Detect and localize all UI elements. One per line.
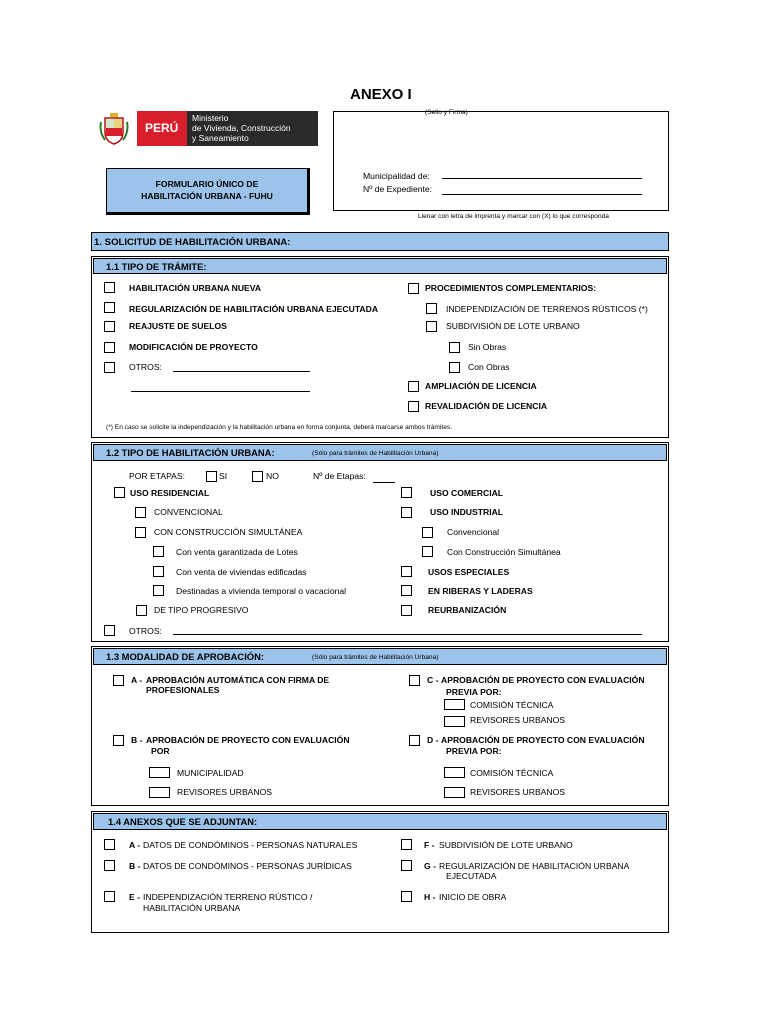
checkbox-anexo-h[interactable] [401, 891, 412, 902]
logo-dark-band [187, 111, 318, 146]
label-b-municipalidad: MUNICIPALIDAD [177, 768, 244, 778]
checkbox-anexo-e[interactable] [104, 891, 115, 902]
section-1-2-title: 1.2 TIPO DE HABILITACIÓN URBANA: [106, 447, 275, 458]
label-modificacion: MODIFICACIÓN DE PROYECTO [129, 342, 258, 352]
label-con-obras: Con Obras [468, 362, 510, 372]
otros-habilitacion-field[interactable] [173, 634, 642, 635]
label-revalidacion: REVALIDACIÓN DE LICENCIA [425, 401, 548, 411]
anexo-a-text: DATOS DE CONDÓMINOS - PERSONAS NATURALES [143, 840, 358, 850]
anexo-e-text-line2: HABILITACIÓN URBANA [143, 903, 241, 913]
checkbox-riberas[interactable] [401, 585, 412, 596]
checkbox-b-revisores[interactable] [149, 787, 170, 798]
label-usos-especiales: USOS ESPECIALES [428, 567, 510, 577]
label-progresivo: DE TIPO PROGRESIVO [154, 605, 249, 615]
modalidad-a-label: A - [131, 675, 143, 685]
label-c-comision: COMISIÓN TÉCNICA [470, 700, 554, 710]
section1-header [91, 232, 669, 251]
checkbox-modalidad-d[interactable] [409, 735, 420, 746]
checkbox-usos-especiales[interactable] [401, 566, 412, 577]
logo-ministry-line3: y Saneamiento [192, 133, 249, 143]
label-independizacion: INDEPENDIZACIÓN DE TERRENOS RÚSTICOS (*) [446, 304, 648, 314]
label-convencional: CONVENCIONAL [154, 507, 223, 517]
municipalidad-field[interactable] [442, 178, 642, 179]
checkbox-ampliacion[interactable] [408, 381, 419, 392]
label-construccion-simultanea: CON CONSTRUCCIÓN SIMULTÁNEA [154, 527, 303, 537]
section-1-1-title: 1.1 TIPO DE TRÁMITE: [106, 261, 207, 272]
checkbox-uso-residencial[interactable] [114, 487, 125, 498]
logo-red-band [137, 111, 187, 146]
checkbox-venta-viviendas[interactable] [153, 566, 164, 577]
label-otros-habilitacion: OTROS: [129, 626, 162, 636]
label-uso-comercial: USO COMERCIAL [430, 488, 504, 498]
label-procedimientos: PROCEDIMIENTOS COMPLEMENTARIOS: [425, 283, 597, 293]
otros-tramite-field-2[interactable] [131, 391, 310, 392]
form-title-line2: HABILITACIÓN URBANA - FUHU [141, 191, 273, 201]
n-etapas-field[interactable] [373, 482, 395, 483]
stamp-box [333, 111, 669, 211]
checkbox-otros-tramite[interactable] [104, 362, 115, 373]
checkbox-reurbanizacion[interactable] [401, 605, 412, 616]
checkbox-regularizacion[interactable] [104, 302, 115, 313]
section-1-1-header [93, 258, 667, 274]
checkbox-uso-industrial[interactable] [401, 507, 412, 518]
checkbox-d-comision[interactable] [444, 767, 465, 778]
anexo-f-label: F - [424, 840, 435, 850]
checkbox-etapas-no[interactable] [252, 471, 263, 482]
logo-ministry-line2: de Vivienda, Construcción [192, 123, 291, 133]
municipalidad-label: Municipalidad de: [363, 171, 430, 181]
anexo-e-text-line1: INDEPENDIZACIÓN TERRENO RÚSTICO / [143, 892, 313, 902]
label-uso-residencial: USO RESIDENCIAL [130, 488, 210, 498]
checkbox-industrial-convencional[interactable] [422, 527, 433, 538]
label-b-revisores: REVISORES URBANOS [177, 787, 273, 797]
label-regularizacion: REGULARIZACIÓN DE HABILITACIÓN URBANA EJECUTADA [129, 304, 379, 314]
section-1-3-subtitle: (Sólo para trámites de Habilitación Urbana) [312, 654, 439, 661]
section-1-3 [91, 646, 669, 806]
checkbox-anexo-b[interactable] [104, 860, 115, 871]
section-1-4-header [93, 813, 667, 830]
label-por-etapas: POR ETAPAS: [129, 471, 186, 481]
anexo-a-label: A - [129, 840, 141, 850]
checkbox-c-comision[interactable] [444, 699, 465, 710]
anexo-g-text-line1: REGULARIZACIÓN DE HABILITACIÓN URBANA [439, 861, 630, 871]
checkbox-anexo-f[interactable] [401, 839, 412, 850]
modalidad-a-line2: PROFESIONALES [146, 685, 220, 695]
expediente-label: Nº de Expediente: [363, 184, 433, 194]
checkbox-subdivision[interactable] [426, 321, 437, 332]
stamp-label: (Sello y Firma) [425, 109, 468, 116]
logo-country: PERÚ [145, 121, 179, 135]
label-hu-nueva: HABILITACIÓN URBANA NUEVA [129, 283, 262, 293]
checkbox-modalidad-b[interactable] [113, 735, 124, 746]
form-title-shadow [308, 168, 310, 215]
form-title-box [106, 168, 308, 213]
label-etapas-no: NO [266, 471, 279, 481]
checkbox-progresivo[interactable] [136, 605, 147, 616]
label-venta-viviendas: Con venta de viviendas edificadas [176, 567, 307, 577]
anexo-b-label: B - [129, 861, 141, 871]
label-n-etapas: Nº de Etapas: [313, 471, 366, 481]
anexo-h-text: INICIO DE OBRA [439, 892, 507, 902]
section-1-3-header [93, 648, 667, 665]
ministry-logo [99, 111, 318, 146]
label-ampliacion: AMPLIACIÓN DE LICENCIA [425, 381, 537, 391]
form-title-line1: FORMULARIO ÚNICO DE [155, 179, 259, 189]
label-reurbanizacion: REURBANIZACIÓN [428, 605, 507, 615]
checkbox-anexo-g[interactable] [401, 860, 412, 871]
anexo-b-text: DATOS DE CONDÓMINOS - PERSONAS JURÍDICAS [143, 861, 352, 871]
section-1-4-title: 1.4 ANEXOS QUE SE ADJUNTAN: [108, 816, 258, 827]
checkbox-reajuste[interactable] [104, 321, 115, 332]
label-venta-garantizada: Con venta garantizada de Lotes [176, 547, 298, 557]
checkbox-independizacion[interactable] [426, 303, 437, 314]
label-otros-tramite: OTROS: [129, 362, 162, 372]
checkbox-anexo-a[interactable] [104, 839, 115, 850]
page-title: ANEXO I [350, 86, 412, 103]
modalidad-b-line2: POR [151, 746, 170, 756]
section-1-3-title: 1.3 MODALIDAD DE APROBACIÓN: [106, 651, 264, 662]
modalidad-b-line1: APROBACIÓN DE PROYECTO CON EVALUACIÓN [146, 735, 350, 745]
modalidad-d-line2: PREVIA POR: [446, 746, 502, 756]
checkbox-revalidacion[interactable] [408, 401, 419, 412]
checkbox-b-municipalidad[interactable] [149, 767, 170, 778]
checkbox-industrial-construccion[interactable] [422, 546, 433, 557]
expediente-field[interactable] [442, 194, 642, 195]
checkbox-venta-garantizada[interactable] [153, 546, 164, 557]
label-etapas-si: SI [219, 471, 228, 481]
anexo-f-text: SUBDIVISIÓN DE LOTE URBANO [439, 840, 573, 850]
checkbox-procedimientos[interactable] [408, 283, 419, 294]
modalidad-d-line1: APROBACIÓN DE PROYECTO CON EVALUACIÓN [441, 735, 645, 745]
otros-tramite-field[interactable] [173, 371, 310, 372]
checkbox-modalidad-a[interactable] [113, 675, 124, 686]
checkbox-modalidad-c[interactable] [409, 675, 420, 686]
checkbox-d-revisores[interactable] [444, 787, 465, 798]
section1-title: 1. SOLICITUD DE HABILITACIÓN URBANA: [94, 237, 291, 248]
label-reajuste: REAJUSTE DE SUELOS [129, 321, 227, 331]
label-c-revisores: REVISORES URBANOS [470, 715, 566, 725]
logo-ministry-line1: Ministerio [192, 113, 229, 123]
label-destinadas: Destinadas a vivienda temporal o vacacional [176, 586, 347, 596]
section-1-2-header [93, 444, 667, 461]
modalidad-b-label: B - [131, 735, 143, 745]
modalidad-a-line1: APROBACIÓN AUTOMÁTICA CON FIRMA DE [146, 675, 330, 685]
instructions-text: Llenar con letra de imprenta y marcar con (X) lo que corresponda [418, 213, 609, 220]
checkbox-convencional[interactable] [135, 507, 146, 518]
checkbox-otros-habilitacion[interactable] [104, 625, 115, 636]
label-industrial-convencional: Convencional [447, 527, 500, 537]
checkbox-c-revisores[interactable] [444, 716, 465, 727]
checkbox-construccion-simultanea[interactable] [135, 527, 146, 538]
anexo-e-label: E - [129, 892, 140, 902]
section-1-1-note: (*) En caso se solicite la independización y la habilitación urbana en forma conjunta, deberá marcarse ambos trámites. [106, 424, 452, 431]
anexo-g-text-line2: EJECUTADA [446, 871, 497, 881]
label-riberas: EN RIBERAS Y LADERAS [428, 586, 533, 596]
label-uso-industrial: USO INDUSTRIAL [430, 507, 504, 517]
checkbox-uso-comercial[interactable] [401, 487, 412, 498]
modalidad-c-line2: PREVIA POR: [446, 687, 502, 697]
checkbox-modificacion[interactable] [104, 342, 115, 353]
checkbox-hu-nueva[interactable] [104, 282, 115, 293]
modalidad-d-label: D - [427, 735, 439, 745]
label-industrial-construccion: Con Construcción Simultánea [447, 547, 561, 557]
peru-coat-of-arms-icon [99, 112, 129, 146]
modalidad-c-line1: APROBACIÓN DE PROYECTO CON EVALUACIÓN [441, 675, 645, 685]
checkbox-sin-obras[interactable] [449, 342, 460, 353]
checkbox-destinadas[interactable] [153, 585, 164, 596]
anexo-h-label: H - [424, 892, 436, 902]
label-d-revisores: REVISORES URBANOS [470, 787, 566, 797]
label-d-comision: COMISIÓN TÉCNICA [470, 768, 554, 778]
anexo-g-label: G - [424, 861, 436, 871]
checkbox-etapas-si[interactable] [206, 471, 217, 482]
label-sin-obras: Sin Obras [468, 342, 507, 352]
section-1-2-subtitle: (Sólo para trámites de Habilitación Urbana) [312, 450, 439, 457]
form-title-shadow-bottom [106, 213, 310, 215]
modalidad-c-label: C - [427, 675, 439, 685]
checkbox-con-obras[interactable] [449, 362, 460, 373]
label-subdivision: SUBDIVISIÓN DE LOTE URBANO [446, 321, 580, 331]
